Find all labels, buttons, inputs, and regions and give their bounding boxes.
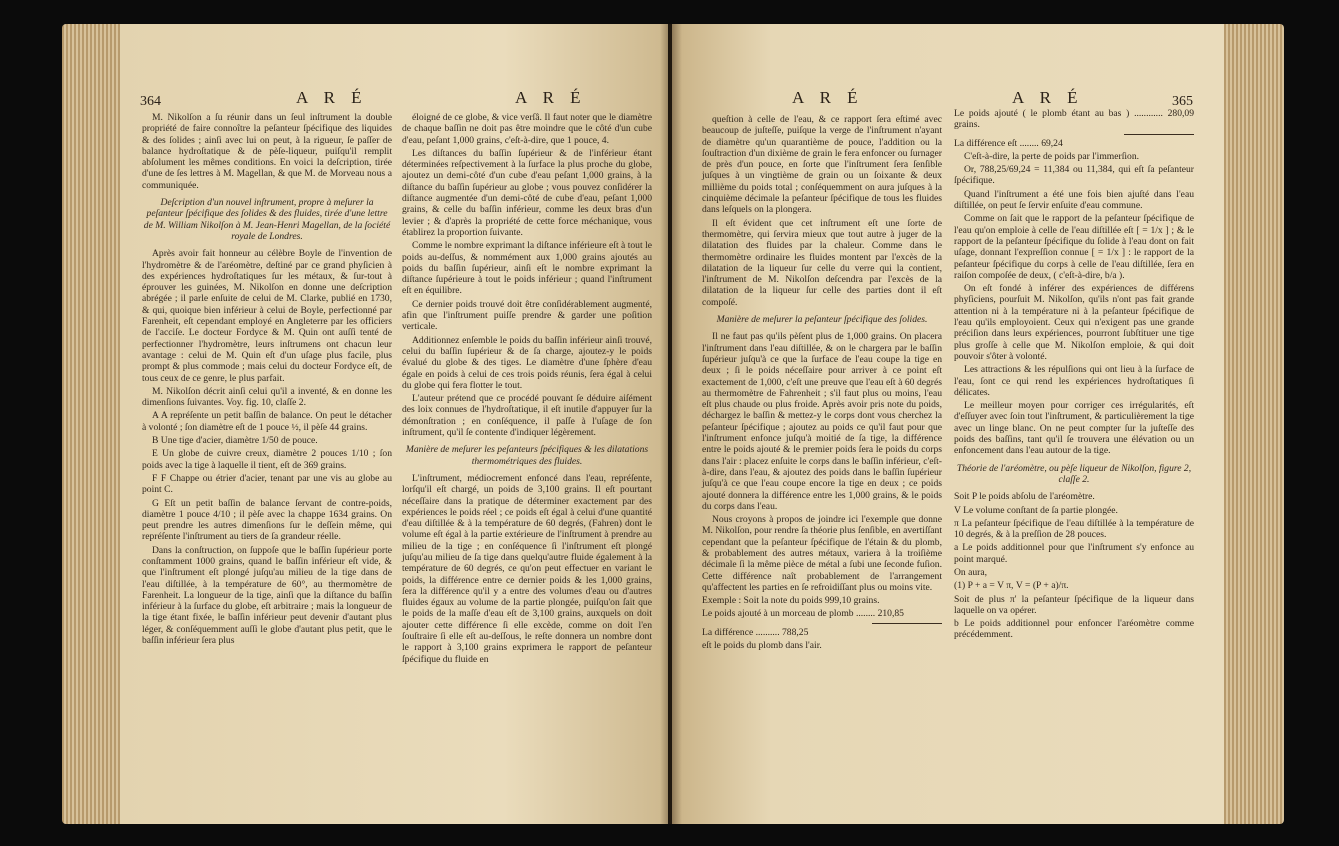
left-page-column-1 (142, 112, 392, 648)
right-page-number: 365 (1172, 94, 1193, 109)
right-page-edges (1222, 24, 1284, 824)
example-line: La différence .......... 788,25 (702, 626, 809, 638)
paragraph: On eſt fondé à inférer des expériences de différens phyſiciens, pourſuit M. Nikolſon, qu'ils n'ont pas fait grande attention ni à la température ni à la peſanteur ſpécifique de l'eau qu'ils employoient. Ceux qui n'exigent pas une grande préciſion dans leurs expériences, pourront ſubſtituer une tige plus groſſe à celle que M. Nikolſon emploie, & qui doit pouvoir s'ôter à volonté. (954, 283, 1194, 362)
definition-line: On aura, (954, 566, 988, 578)
definition-line: Soit de plus π' la peſanteur ſpécifique de la liqueur dans laquelle on va opérer. (954, 593, 1194, 616)
definition-line: a Le poids additionnel pour que l'inſtrument s'y enfonce au point marqué. (954, 542, 1194, 565)
paragraph: E Un globe de cuivre creux, diamètre 2 pouces 1/10 ; ſon poids avec la tige à laquelle il tient, eſt de 369 grains. (142, 448, 392, 471)
definition-line: V Le volume conſtant de ſa partie plongée. (954, 504, 1118, 516)
paragraph: Ce dernier poids trouvé doit être conſidérablement augmenté, afin que l'inſtrument puiſſe prendre & garder une poſition verticale. (402, 298, 652, 333)
paragraph: queſtion à celle de l'eau, & ce rapport ſera eſtimé avec beaucoup de juſteſſe, puiſque la verge de l'inſtrument n'ayant de diamètre qu'un quarantième de pouce, l'addition ou la ſouſtraction d'un dixième de grain le fera enfoncer ou ſurnager de près d'un pouce, en ſorte que l'inſtrument ſera ſenſible juſques à un vingtième de grain ou un ſoixante & deux millième du poids total ; conſéquemment on aura juſques à la cinquième décimale la peſanteur ſpécifique de tous les fluides dans leſquels on la plongera. (702, 114, 942, 216)
paragraph: Comme on ſait que le rapport de la peſanteur ſpécifique de l'eau qu'on emploie à celle de l'eau diſtillée eſt [ = 1/x ] ; & le rapport de la peſanteur ſpécifique du ſolide à l'eau dont on fait uſage, donnant l'expreſſion connue [ = 1/x ] : le rapport de la peſanteur ſpécifique du corps à celle de l'eau diſtillée, ſera en raiſon compoſée de deux, ( c'eſt-à-dire, b/a ). (954, 213, 1194, 281)
paragraph: Les attractions & les répulſions qui ont lieu à la ſurface de l'eau, ſont ce qui rend les expériences hydroſtatiques ſi délicates. (954, 364, 1194, 398)
left-page-number: 364 (140, 94, 161, 109)
sum-rule (1124, 134, 1194, 135)
paragraph: A A repréſente un petit baſſin de balance. On peut le détacher à volonté ; ſon diamètre eſt de 1 pouce ½, il pèſe 44 grains. (142, 410, 392, 433)
sum-rule (872, 623, 942, 624)
definition-line: b Le poids additionnel pour enfoncer l'aréomètre comme précédemment. (954, 618, 1194, 641)
left-running-head-left: A R É (296, 88, 368, 107)
paragraph: Dans la conſtruction, on ſuppoſe que le baſſin ſupérieur porte conſtamment 1000 grains, quand le baſſin inférieur eſt vide, & que l'inſtrument eſt plongé juſqu'au milieu de la tige dans de l'eau diſtillée, à la température de 60°, au thermomètre de Farenheit. La longueur de la tige, ainſi que la diſtance du baſſin inférieur à la ſurface du globe, eſt arbitraire ; mais la longueur de la tige étant fixée, le baſſin inférieur peut devenir d'autant plus léger, & conſéquemment auſſi le globe d'autant plus petit, que le baſſin inférieur ſera plus (142, 544, 392, 647)
paragraph: Il ne faut pas qu'ils pèſent plus de 1,000 grains. On placera l'inſtrument dans l'eau diſtillée, & on le chargera par le baſſin ſupérieur juſqu'à ce que la ſurface de l'eau coupe la tige en deux ; ſi le poids néceſſaire pour arriver à ce point eſt exactement de 1,000, c'eſt une preuve que l'eau eſt à 60 degrés au thermomètre de Fahrenheit ; s'il faut plus ou moins, l'eau eſt plus chaude ou plus froide. Après avoir pris note du poids, déchargez le baſſin & mettez-y le corps dont vous cherchez la peſanteur ſpécifique ; ajoutez au poids ce qu'il faut pour que l'inſtrument enfonce juſqu'à moitié de ſa tige, la différence entre le poids ajouté & le premier poids ſera le poids du corps dans l'air : placez enſuite le corps dans le baſſin inférieur, c'eſt-à-dire, dans l'eau, & ajoutez des poids dans le baſſin ſupérieur juſqu'à ce que l'eau coupe encore la tige en deux ; ce poids ajouté donnera la différence entre les 1,000 grains, & le poids du corps dans l'eau. (702, 331, 942, 512)
right-page (672, 24, 1224, 824)
right-running-head-left: A R É (792, 88, 864, 107)
paragraph: Quand l'inſtrument a été une fois bien ajuſté dans l'eau diſtillée, on peut ſe ſervir enſuite d'eau commune. (954, 188, 1194, 212)
paragraph: Il eſt évident que cet inſtrument eſt une ſorte de thermomètre, qui ſervira mieux que tout autre à juger de la dilatation des fluides par la chaleur. Comme dans le thermomètre ordinaire les fluides montent par l'excès de la dilatation de la liqueur ſur celle du verre qui la contient, l'inſtrument de M. Nikolſon deſcendra par l'excès de la dilatation de la liqueur ſur celle des parties dont il eſt compoſé. (702, 217, 942, 308)
paragraph: L'auteur prétend que ce procédé pouvant ſe déduire aiſément des loix connues de l'hydroſtatique, il eſt inutile d'appuyer ſur la démonſtration ; en conſéquence, il paſſe à l'uſage de ſon inſtrument, qu'il ſe contente d'indiquer légèrement. (402, 393, 652, 439)
section-heading: Théorie de l'aréomètre, ou pèſe liqueur de Nikolſon, figure 2, claſſe 2. (956, 462, 1192, 485)
paragraph: éloigné de ce globe, & vice verſâ. Il faut noter que le diamètre de chaque baſſin ne doit pas être moindre que le côté d'un cube d'eau, peſant 1,000 grains, c'eſt-à-dire, que 1 pouce, 4. (402, 112, 652, 146)
paragraph: M. Nikolſon décrit ainſi celui qu'il a inventé, & en donne les dimenſions ſuivantes. Voy. fig. 10, claſſe 2. (142, 385, 392, 409)
paragraph: Additionnez enſemble le poids du baſſin inférieur ainſi trouvé, celui du baſſin ſupérieur & de ſa charge, ajoutez-y le poids évalué du globe & des tiges. Le diamètre d'une ſphère d'eau égale en poids à celui de ces trois poids réunis, ſera égal à celui du globe qui fera flotter le tout. (402, 334, 652, 391)
paragraph: C'eſt-à-dire, la perte de poids par l'immerſion. (964, 150, 1140, 162)
paragraph: Le meilleur moyen pour corriger ces irrégularités, eſt d'eſſuyer avec ſoin tout l'inſtrument, & particulièrement la tige avec un linge blanc. On ne peut compter ſur la juſteſſe des poids des baſſins, tant qu'il ſe trouvera une élévation ou un enfoncement dans l'eau autour de la tige. (954, 400, 1194, 457)
paragraph: Nous croyons à propos de joindre ici l'exemple que donne M. Nikolſon, pour rendre ſa théorie plus ſenſible, en avertiſſant cependant que la peſanteur ſpécifique de l'étain & du plomb, & probablement des autres métaux, variera à la troiſième décimale ſi la même pièce de métal a ſubi une ſeconde fuſion. Cette différence naît probablement de l'arrangement qu'affectent les parties en ſe refroidiſſant plus ou moins vite. (702, 514, 942, 593)
right-running-head-right: A R É (1012, 88, 1084, 107)
example-line: eſt le poids du plomb dans l'air. (702, 640, 822, 652)
section-heading: Manière de meſurer la peſanteur ſpécifique des ſolides. (716, 314, 928, 326)
book-gutter (660, 24, 682, 824)
section-heading: Deſcription d'un nouvel inſtrument, propre à meſurer la peſanteur ſpécifique des ſolides & des fluides, tirée d'une lettre de M. William Nikolſon à M. Jean-Henri Magellan, de la ſociété royale de Londres. (143, 197, 391, 242)
paragraph: B Une tige d'acier, diamètre 1/50 de pouce. (152, 435, 318, 447)
example-line: Le poids ajouté à un morceau de plomb ........ 210,85 (702, 608, 904, 620)
example-line: Le poids ajouté ( le plomb étant au bas ) ............ 280,09 grains. (954, 108, 1194, 131)
paragraph: Après avoir fait honneur au célèbre Boyle de l'invention de l'hydromètre & de l'aréomètre, deſtiné par ce grand phyſicien à des expériences hydroſtatiques ſur les métaux, & ſur-tout à éprouver les guinées, M. Nikolſon en donne une deſcription abrégée ; il parle enſuite de celui de M. Clarke, publié en 1730, & qui, quoique bien inférieur à celui de Boyle, perfectionné par Farenheit, eſt cependant employé en Angleterre par les officiers de l'acciſe. Le docteur Fordyce & M. Quin ont auſſi tenté de perfectionner l'hydromètre, leurs inſtrumens ont chacun leur avantage : celui de M. Quin eſt d'un uſage plus facile, plus prompt & plus commode ; mais celui du docteur Fordyce eſt, de tous ceux de ce genre, le plus parfait. (142, 248, 392, 384)
right-page-column-1 (702, 114, 942, 653)
right-page-column-2 (954, 108, 1194, 643)
example-line: Exemple : Soit la note du poids 999,10 grains. (702, 595, 880, 607)
definition-line: π La peſanteur ſpécifique de l'eau diſtillée à la température de 10 degrés, & à la preſſion de 28 pouces. (954, 517, 1194, 541)
paragraph: G Eſt un petit baſſin de balance ſervant de contre-poids, diamètre 1 pouce 4/10 ; il pèſe avec la chappe 1634 grains. On peut prendre les autres dimenſions ſur le deſſein même, qui repréſente l'inſtrument au tiers de ſa grandeur réelle. (142, 497, 392, 543)
definition-line: Soit P le poids abſolu de l'aréomètre. (954, 491, 1095, 503)
example-line: La différence eſt ........ 69,24 (954, 137, 1063, 149)
section-heading: Manière de meſurer les peſanteurs ſpécifiques & les dilatations thermométriques des fluides. (405, 444, 649, 467)
equation: (1) P + a = V π, V = (P + a)/π. (954, 580, 1069, 592)
left-page-column-2 (402, 112, 652, 667)
paragraph: M. Nikolſon a ſu réunir dans un ſeul inſtrument la double propriété de faire connoître la peſanteur ſpécifique des liquides & des ſolides ; ainſi avec lui on peut, à la rigueur, ſe paſſer de balance hydroſtatique & de pèſe-liqueur, puiſqu'il remplit abſolument les mêmes conditions. En voici la deſcription, tirée d'une de ſes lettres à M. Magellan, & que M. de Morveau nous a communiquée. (142, 112, 392, 191)
paragraph: L'inſtrument, médiocrement enfoncé dans l'eau, repréſente, lorſqu'il eſt chargé, un poids de 3,100 grains. Il eſt pourtant néceſſaire dans la pratique de déterminer exactement par des expériences le poids réel ; ce poids eſt égal à celui d'une quantité d'eau diſtillée & à la température de 60 degrés, (Fahren) dont le volume eſt égal à la partie extérieure de l'inſtrument à prendre au milieu de la tige ; en conſéquence ſi l'inſtrument eſt plongé juſqu'au milieu de ſa tige dans quelqu'autre fluide également à la température de 60 degrés, ce qu'on peut effectuer en variant le poids, la différence entre ce dernier poids & les 1,000 grains, ſera la différence qu'il y a entre des volumes d'eau ou d'autres fluides égaux au volume de la partie plongée, puiſqu'on ſait que le poids de la maſſe d'eau eſt de 3,100 grains, auxquels on doit ajouter cette différence ſi elle excède, comme on doit l'en ſouſtraire ſi elle eſt au-deſſous, le reſte donnera un nombre dont le rapport à 3,100 grains exprimera le rapport de peſanteur ſpécifique du fluide en (402, 472, 652, 665)
left-page (120, 24, 668, 824)
left-page-edges (62, 24, 124, 824)
paragraph: Or, 788,25/69,24 = 11,384 ou 11,384, qui eſt ſa peſanteur ſpécifique. (954, 164, 1194, 187)
paragraph: Comme le nombre exprimant la diſtance inférieure eſt à tout le poids au-deſſus, & nommément aux 1,000 grains ajoutés au poids du baſſin ſupérieur, ainſi eſt le nombre exprimant la diſtance ſupérieure à tout le poids inférieur ; quand l'inſtrument eſt en équilibre. (402, 240, 652, 297)
paragraph: Les diſtances du baſſin ſupérieur & de l'inférieur étant déterminées reſpectivement à la ſurface la plus proche du globe, ajoutez un demi-côté d'un cube d'eau peſant 1,000 grains, à la diſtance du baſſin ſupérieur au globe ; vous pouvez conſidérer la diſtance augmentée d'un demi-côté de cube d'eau, peſant 1,000 grains, & celle du baſſin inférieur, comme les deux bras d'un levier ; & d'après la propriété de cette force méchanique, vous établirez la proportion ſuivante. (402, 147, 652, 238)
paragraph: F F Chappe ou étrier d'acier, tenant par une vis au globe au point C. (142, 472, 392, 496)
left-running-head-right: A R É (515, 88, 587, 107)
